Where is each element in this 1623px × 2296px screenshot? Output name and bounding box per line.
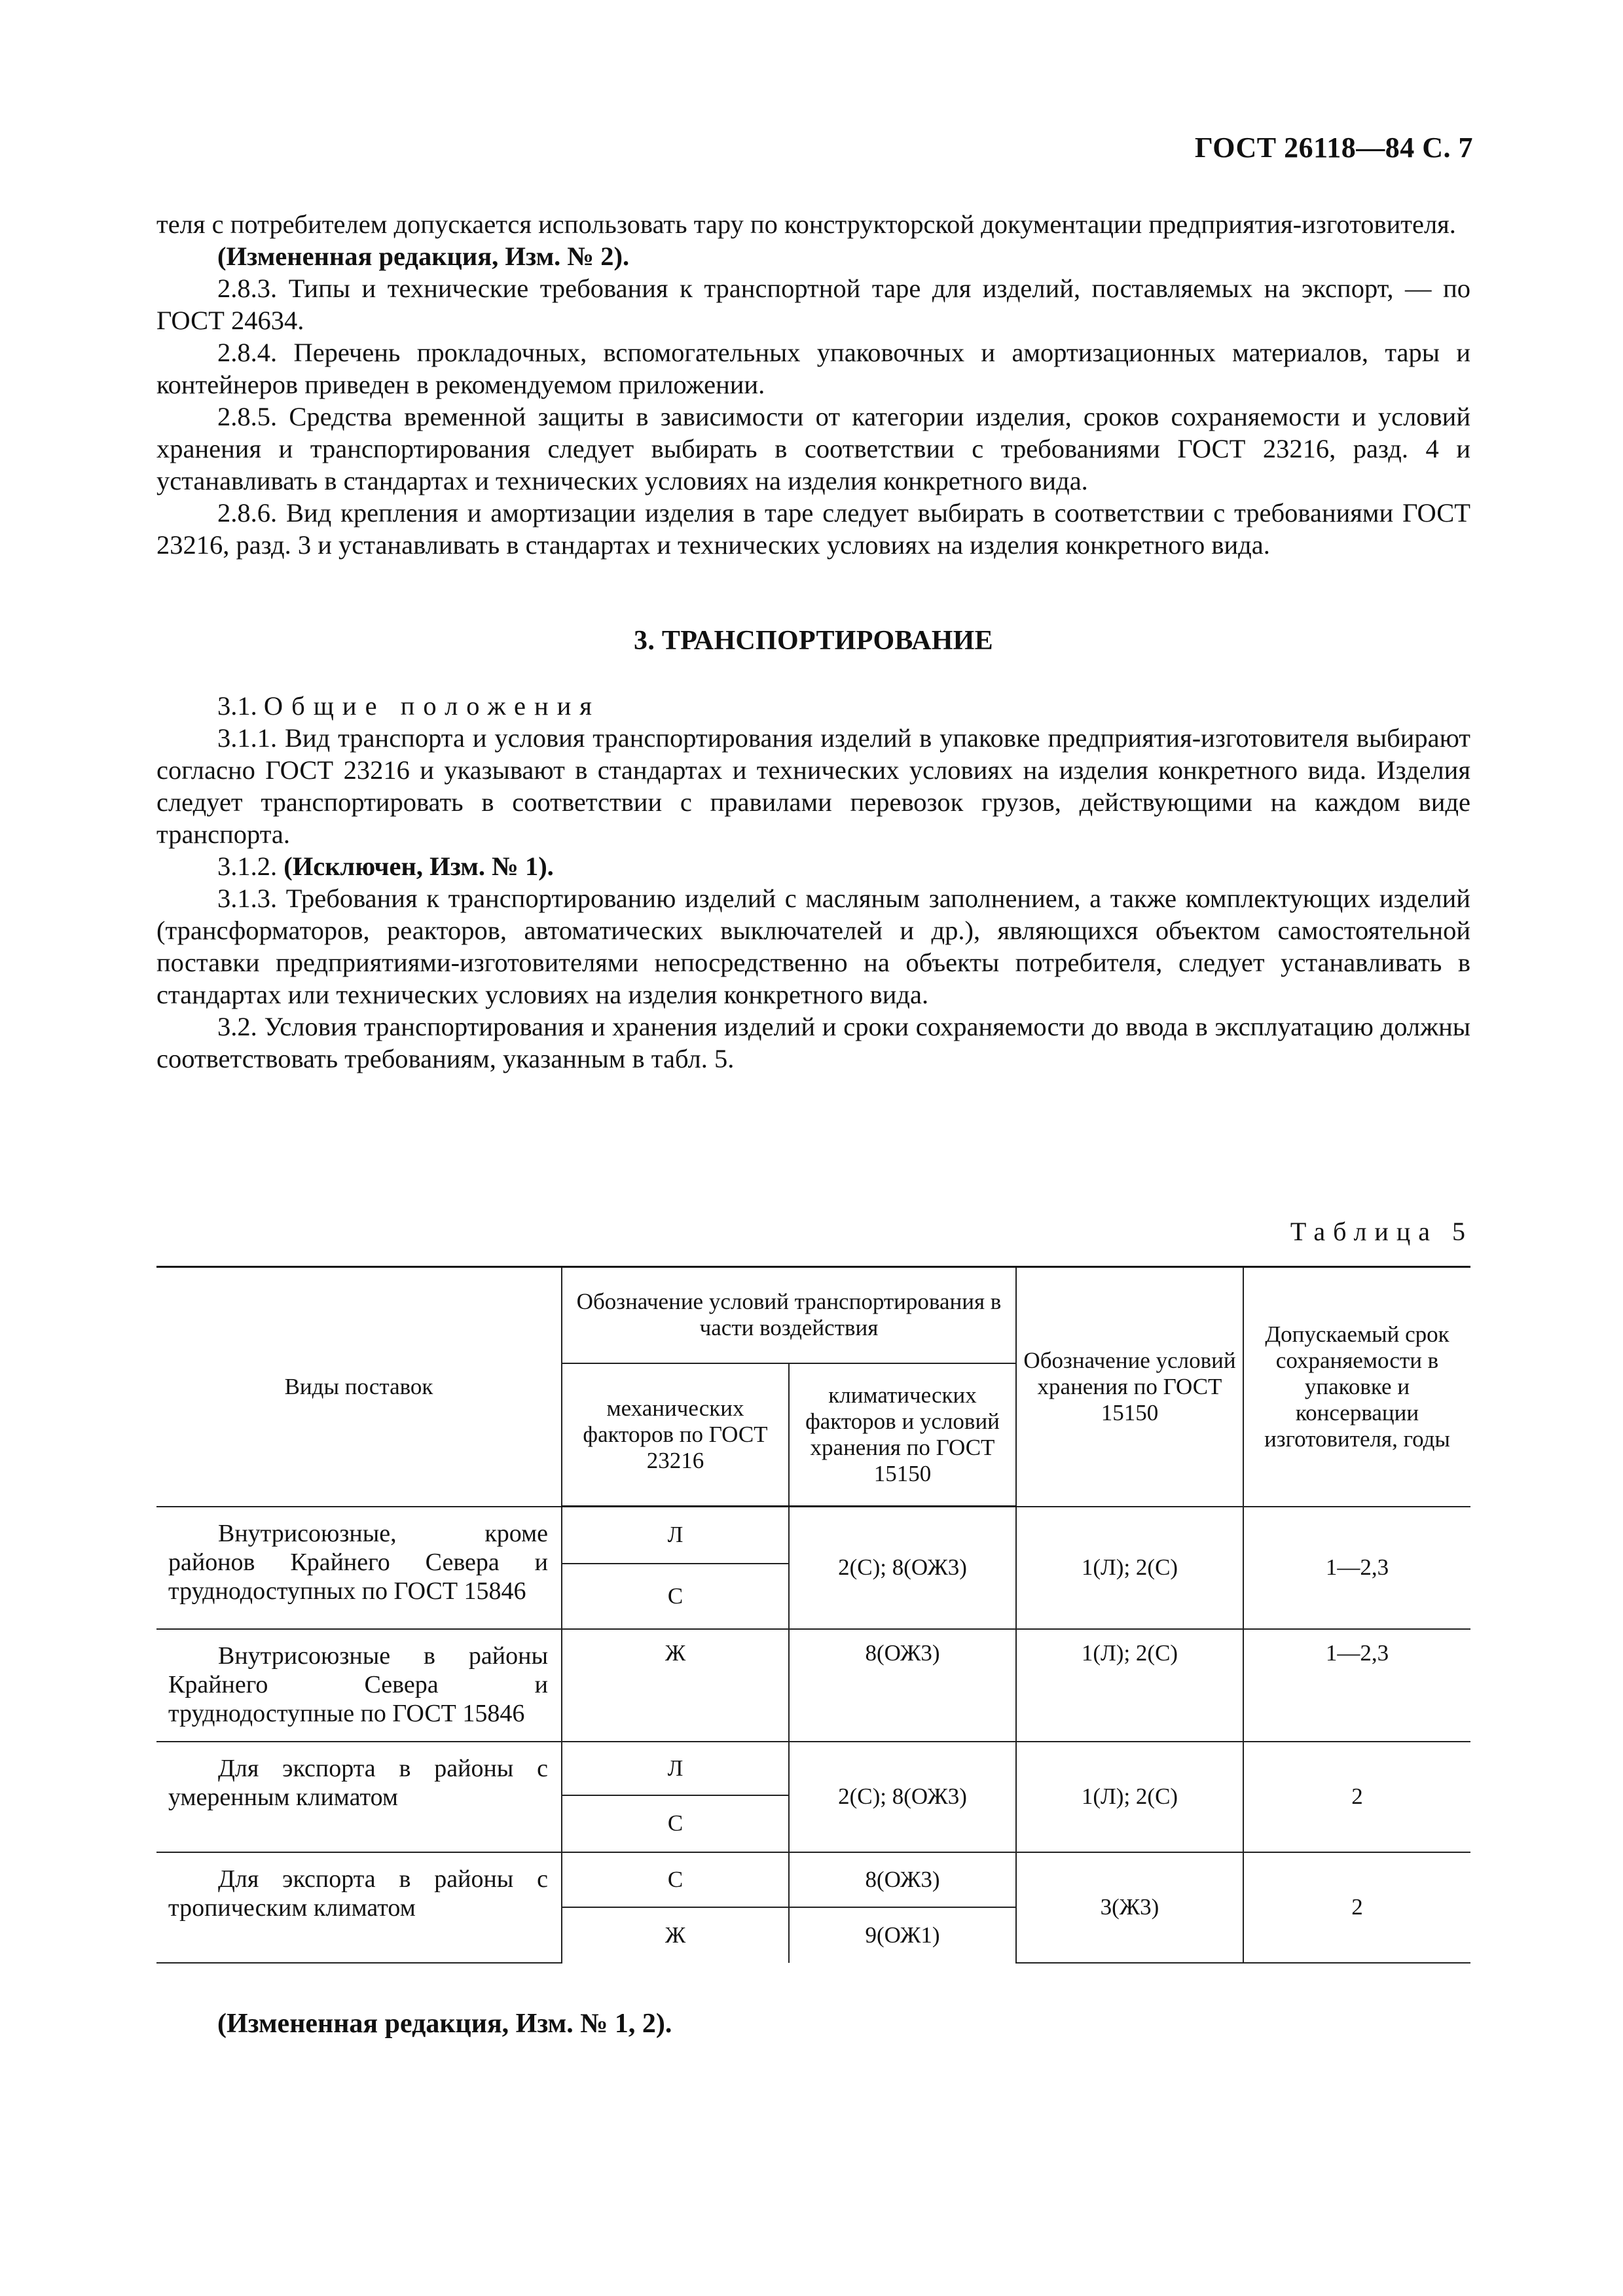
paragraph-2-8-5: 2.8.5. Средства временной защиты в зависимости от категории изделия, сроков сохраняемости и условий хранения и транспортирования следует выбирать в соответствии с требованиями ГОСТ 23216, разд. 4 и устанавливать в стандартах и технических условиях на изделия конкретного вида. bbox=[156, 402, 1470, 495]
paragraph-2-8-3: 2.8.3. Типы и технические требования к транспортной таре для изделий, поставляемых на экспорт, — по ГОСТ 24634. bbox=[156, 274, 1470, 335]
section-heading: 3. ТРАНСПОРТИРОВАНИЕ bbox=[634, 626, 993, 656]
cell-storage: 1(Л); 2(С) bbox=[1016, 1742, 1243, 1852]
header-storage-conditions: Обозначение условий хранения по ГОСТ 15150 bbox=[1016, 1267, 1243, 1507]
amendment-note: (Измененная редакция, Изм. № 2). bbox=[217, 242, 630, 271]
cell-term: 1—2,3 bbox=[1243, 1507, 1470, 1629]
header-mechanical-factors: механических факторов по ГОСТ 23216 bbox=[562, 1363, 789, 1507]
footnote-amendment: (Измененная редакция, Изм. № 1, 2). bbox=[217, 2009, 672, 2039]
paragraph-3-1-2 bbox=[156, 850, 1470, 882]
row-supply-type: Внутрисоюзные, кроме районов Крайнего Севера и труднодоступных по ГОСТ 15846 bbox=[156, 1507, 562, 1629]
text-block bbox=[156, 208, 1470, 1075]
subsection-title: Общие положения bbox=[263, 691, 600, 721]
cell-climatic: 8(ОЖ3) bbox=[789, 1629, 1016, 1742]
cell-term: 2 bbox=[1243, 1852, 1470, 1963]
paragraph-3-1-2-number: 3.1.2. bbox=[217, 852, 278, 881]
header-supply-types: Виды поставок bbox=[156, 1267, 562, 1507]
cell-climatic: 2(С); 8(ОЖ3) bbox=[789, 1507, 1016, 1629]
paragraph-3-1-2-text: (Исключен, Изм. № 1). bbox=[283, 852, 554, 881]
paragraph-2-8-4: 2.8.4. Перечень прокладочных, вспомогательных упаковочных и амортизационных материалов, тары и контейнеров приведен в рекомендуемом приложении. bbox=[156, 338, 1470, 399]
row-supply-type: Для экспорта в районы с умеренным климатом bbox=[156, 1742, 562, 1852]
header-climatic-factors: климатических факторов и условий хранения по ГОСТ 15150 bbox=[789, 1363, 1016, 1507]
cell-mechanical: С bbox=[562, 1795, 789, 1852]
cell-mechanical: Л bbox=[562, 1742, 789, 1795]
paragraph-3-1-1: 3.1.1. Вид транспорта и условия транспортирования изделий в упаковке предприятия-изготовителя выбирают согласно ГОСТ 23216 и указывают в стандартах и технических условиях на изделия конкретного вида. Изделия следует транспортировать в соответствии с правилами перевозок грузов, действующими на каждом виде транспорта. bbox=[156, 723, 1470, 849]
paragraph-3-1-3: 3.1.3. Требования к транспортированию изделий с масляным заполнением, а также комплектующих изделий (трансформаторов, реакторов, автоматических выключателей и др.), являющихся объектом самостоятельной поставки предприятиями-изготовителями непосредственно на объекты потребителя, следует устанавливать в стандартах или технических условиях на изделия конкретного вида. bbox=[156, 884, 1470, 1009]
subsection-heading bbox=[156, 690, 1470, 722]
cell-storage: 3(Ж3) bbox=[1016, 1852, 1243, 1963]
header-storage-term: Допускаемый срок сохраняемости в упаковке и консервации изготовителя, годы bbox=[1243, 1267, 1470, 1507]
cell-term: 2 bbox=[1243, 1742, 1470, 1852]
table-caption: Таблица 5 bbox=[1290, 1217, 1473, 1246]
subsection-number: 3.1. bbox=[217, 691, 257, 721]
table-5 bbox=[156, 1266, 1470, 1964]
cell-climatic: 2(С); 8(ОЖ3) bbox=[789, 1742, 1016, 1852]
page-header: ГОСТ 26118—84 С. 7 bbox=[1194, 132, 1473, 164]
cell-storage: 1(Л); 2(С) bbox=[1016, 1507, 1243, 1629]
row-supply-type: Для экспорта в районы с тропическим климатом bbox=[156, 1852, 562, 1963]
row-supply-type: Внутрисоюзные в районы Крайнего Севера и труднодоступные по ГОСТ 15846 bbox=[156, 1629, 562, 1742]
paragraph-continuation: теля с потребителем допускается использовать тару по конструкторской документации предприятия-изготовителя. bbox=[156, 209, 1456, 239]
cell-mechanical: Л bbox=[562, 1507, 789, 1564]
cell-mechanical: С bbox=[562, 1852, 789, 1907]
cell-storage: 1(Л); 2(С) bbox=[1016, 1629, 1243, 1742]
cell-mechanical: Ж bbox=[562, 1907, 789, 1963]
cell-mechanical: С bbox=[562, 1564, 789, 1629]
cell-mechanical: Ж bbox=[562, 1629, 789, 1742]
paragraph-2-8-6: 2.8.6. Вид крепления и амортизации изделия в таре следует выбирать в соответствии с требованиями ГОСТ 23216, разд. 3 и устанавливать в стандартах и технических условиях на изделия конкретного вида. bbox=[156, 498, 1470, 560]
paragraph-3-2: 3.2. Условия транспортирования и хранения изделий и сроки сохраняемости до ввода в эксплуатацию должны соответствовать требованиям, указанным в табл. 5. bbox=[156, 1012, 1470, 1073]
cell-climatic: 9(ОЖ1) bbox=[789, 1907, 1016, 1963]
header-transport-conditions: Обозначение условий транспортирования в части воздействия bbox=[562, 1267, 1016, 1363]
cell-term: 1—2,3 bbox=[1243, 1629, 1470, 1742]
cell-climatic: 8(ОЖ3) bbox=[789, 1852, 1016, 1907]
